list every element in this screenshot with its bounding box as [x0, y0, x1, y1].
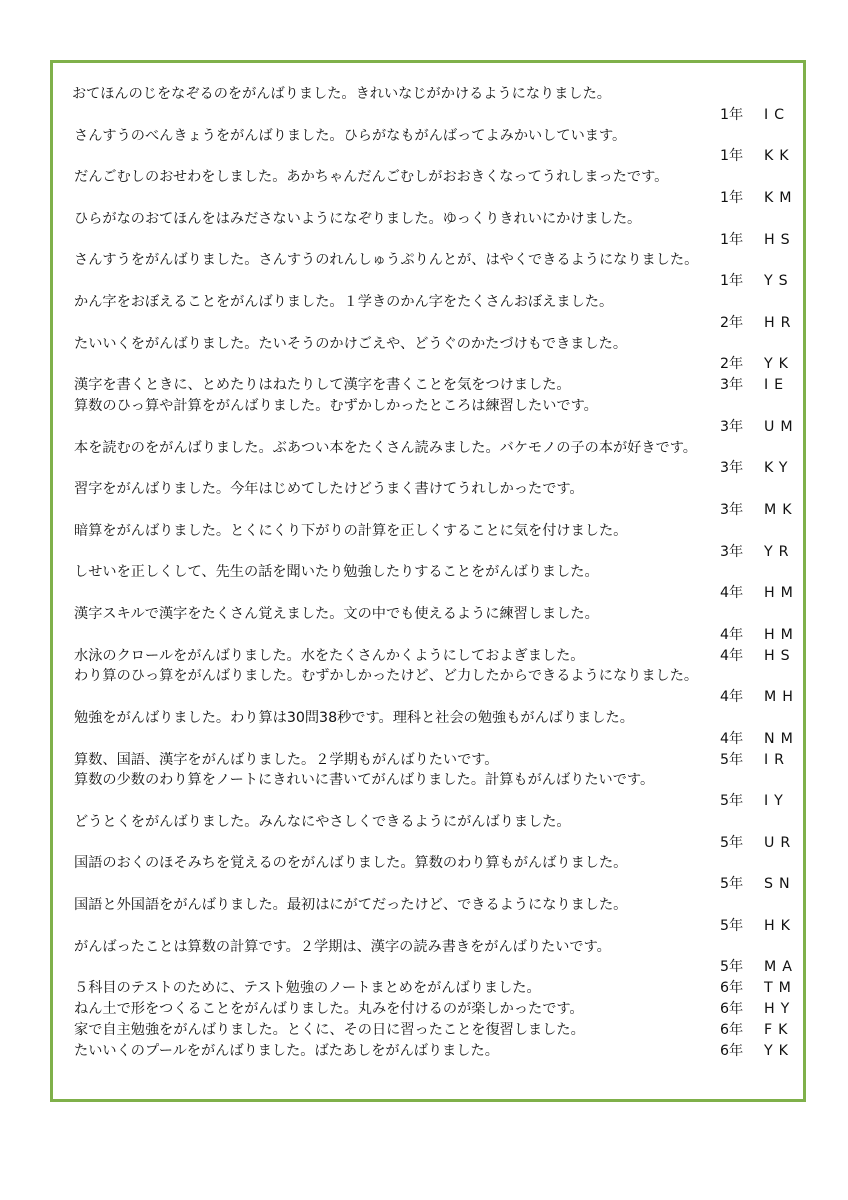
entry-signature-line — [74, 188, 804, 209]
entry-line — [74, 562, 804, 583]
entry-line — [74, 84, 804, 105]
entry-initials: IC — [764, 106, 791, 123]
entry-grade: 5年 — [720, 876, 744, 893]
entry-text: 勉強をがんばりました。わり算は30問38秒です。理科と社会の勉強もがんばりました。 — [74, 709, 634, 726]
entry-initials: KY — [764, 460, 794, 477]
entry-text: 本を読むのをがんばりました。ぶあつい本をたくさん読みました。バケモノの子の本が好きです。 — [74, 439, 697, 456]
entry-grade: 2年 — [720, 356, 744, 373]
entry-text: さんすうのべんきょうをがんばりました。ひらがなもがんばってよみかいしています。 — [74, 127, 627, 144]
entry-signature-line — [74, 583, 804, 604]
entry-signature-line — [74, 417, 804, 438]
entry-grade: 2年 — [720, 314, 744, 331]
entry-text: 国語と外国語をがんばりました。最初はにがてだったけど、できるようになりました。 — [74, 897, 628, 914]
entry-signature-line — [74, 729, 804, 750]
entry-line — [74, 396, 804, 417]
entry-grade: 3年 — [720, 377, 744, 394]
entry-initials: FK — [764, 1021, 794, 1038]
entries-list — [74, 84, 804, 1061]
entry-text: おてほんのじをなぞるのをがんばりました。きれいなじがかけるようになりました。 — [72, 86, 611, 102]
entry-grade: 5年 — [720, 751, 744, 768]
entry-line — [74, 1020, 804, 1041]
entry-initials: YR — [764, 543, 795, 560]
entry-initials: UM — [764, 418, 799, 435]
entry-text: 算数の少数のわり算をノートにきれいに書いてがんばりました。計算もがんばりたいです。 — [74, 772, 655, 789]
entry-text: さんすうをがんばりました。さんすうのれんしゅうぷりんとが、はやくできるようになりました。 — [74, 252, 699, 269]
entry-text: 算数のひっ算や計算をがんばりました。むずかしかったところは練習したいです。 — [74, 397, 598, 414]
entry-line — [74, 937, 804, 958]
entry-initials: YK — [764, 356, 794, 373]
entry-line — [74, 646, 804, 667]
entry-line — [74, 750, 804, 771]
entry-signature-line — [74, 271, 804, 292]
entry-line — [74, 895, 804, 916]
entry-signature-line — [74, 874, 804, 895]
entry-line — [74, 1041, 804, 1062]
entry-text: 習字をがんばりました。今年はじめてしたけどうまく書けてうれしかったです。 — [74, 481, 584, 498]
entry-grade: 5年 — [720, 917, 744, 934]
entry-text: たいいくのプールをがんばりました。ばたあしをがんばりました。 — [74, 1042, 499, 1059]
entry-grade: 6年 — [720, 1042, 744, 1059]
entry-initials: YS — [764, 273, 794, 290]
entry-initials: MH — [764, 689, 799, 706]
entry-text: しせいを正しくして、先生の話を聞いたり勉強したりすることをがんばりました。 — [74, 564, 599, 581]
entry-line — [74, 209, 804, 230]
entry-signature-line — [74, 833, 804, 854]
entry-line — [74, 126, 804, 147]
entry-line — [74, 708, 804, 729]
entry-line — [74, 250, 804, 271]
entry-initials: IR — [764, 751, 791, 768]
entry-signature-line — [74, 687, 804, 708]
entry-initials: HS — [764, 647, 796, 664]
entry-text: 水泳のクロールをがんばりました。水をたくさんかくようにしておよぎました。 — [74, 647, 585, 664]
entry-initials: IY — [764, 793, 789, 810]
entry-text: どうとくをがんばりました。みんなにやさしくできるようにがんばりました。 — [74, 813, 571, 830]
entry-text: 家で自主勉強をがんばりました。とくに、その日に習ったことを復習しました。 — [74, 1021, 585, 1038]
entry-line — [74, 167, 804, 188]
entry-initials: HR — [764, 314, 797, 331]
entry-grade: 1年 — [720, 273, 744, 290]
entry-grade: 4年 — [720, 730, 744, 747]
entry-initials: TM — [764, 980, 797, 997]
entry-text: 算数、国語、漢字をがんばりました。２学期もがんばりたいです。 — [74, 751, 499, 768]
entry-line — [74, 375, 804, 396]
entry-signature-line — [74, 957, 804, 978]
entry-text: だんごむしのおせわをしました。あかちゃんだんごむしがおおきくなってうれしまったです。 — [74, 169, 669, 186]
entry-text: たいいくをがんばりました。たいそうのかけごえや、どうぐのかたづけもできました。 — [74, 335, 628, 352]
entry-grade: 3年 — [720, 543, 744, 560]
entry-grade: 6年 — [720, 980, 744, 997]
entry-grade: 5年 — [720, 959, 744, 976]
entry-text: 暗算をがんばりました。とくにくり下がりの計算を正しくすることに気を付けました。 — [74, 522, 628, 539]
entry-text: 漢字スキルで漢字をたくさん覚えました。文の中でも使えるように練習しました。 — [74, 605, 599, 622]
entry-initials: SN — [764, 876, 796, 893]
entry-grade: 1年 — [720, 106, 744, 123]
entry-text: がんばったことは算数の計算です。２学期は、漢字の読み書きをがんばりたいです。 — [74, 938, 611, 955]
entry-grade: 4年 — [720, 626, 744, 643]
entry-grade: 4年 — [720, 585, 744, 602]
entry-initials: YK — [764, 1042, 794, 1059]
entry-initials: HY — [764, 1001, 796, 1018]
entry-signature-line — [74, 500, 804, 521]
entry-grade: 6年 — [720, 1001, 744, 1018]
entry-initials: NM — [764, 730, 799, 747]
entry-signature-line — [74, 146, 804, 167]
entry-text: 国語のおくのほそみちを覚えるのをがんばりました。算数のわり算もがんばりました。 — [74, 855, 628, 872]
entry-line — [74, 604, 804, 625]
entry-signature-line — [74, 542, 804, 563]
entry-grade: 3年 — [720, 418, 744, 435]
entry-text: ５科目のテストのために、テスト勉強のノートまとめをがんばりました。 — [74, 980, 541, 997]
entry-initials: MA — [764, 959, 798, 976]
entry-initials: HK — [764, 917, 796, 934]
entry-text: ねん土で形をつくることをがんばりました。丸みを付けるのが楽しかったです。 — [74, 1001, 584, 1018]
entry-line — [74, 978, 804, 999]
entry-line — [74, 521, 804, 542]
entry-line — [74, 479, 804, 500]
entry-grade: 5年 — [720, 834, 744, 851]
entry-grade: 4年 — [720, 647, 744, 664]
entry-initials: HM — [764, 585, 799, 602]
entry-signature-line — [74, 625, 804, 646]
entry-line — [74, 438, 804, 459]
entry-line — [74, 292, 804, 313]
entry-line — [74, 770, 804, 791]
entry-signature-line — [74, 105, 804, 126]
entry-signature-line — [74, 791, 804, 812]
entry-text: 漢字を書くときに、とめたりはねたりして漢字を書くことを気をつけました。 — [74, 377, 571, 394]
entry-line — [74, 334, 804, 355]
entry-line — [74, 812, 804, 833]
entry-grade: 4年 — [720, 689, 744, 706]
entry-signature-line — [74, 458, 804, 479]
entry-signature-line — [74, 230, 804, 251]
entry-grade: 5年 — [720, 793, 744, 810]
entry-signature-line — [74, 313, 804, 334]
entry-initials: UR — [764, 834, 797, 851]
entry-initials: KK — [764, 148, 795, 165]
entry-line — [74, 853, 804, 874]
entry-initials: KM — [764, 189, 798, 206]
entry-initials: HM — [764, 626, 799, 643]
entry-signature-line — [74, 916, 804, 937]
entry-initials: MK — [764, 501, 798, 518]
entry-text: ひらがなのおてほんをはみださないようになぞりました。ゆっくりきれいにかけました。 — [74, 210, 642, 227]
entry-text: かん字をおぼえることをがんばりました。１学きのかん字をたくさんおぼえました。 — [74, 293, 614, 310]
entry-grade: 1年 — [720, 231, 744, 248]
entry-line — [74, 999, 804, 1020]
entry-grade: 6年 — [720, 1021, 744, 1038]
entry-text: わり算のひっ算をがんばりました。むずかしかったけど、ど力したからできるようになりました。 — [74, 668, 699, 685]
entry-line — [74, 666, 804, 687]
entry-initials: IE — [764, 377, 790, 394]
entry-grade: 1年 — [720, 189, 744, 206]
entry-grade: 1年 — [720, 148, 744, 165]
entry-grade: 3年 — [720, 501, 744, 518]
entry-grade: 3年 — [720, 460, 744, 477]
entry-initials: HS — [764, 231, 796, 248]
entry-signature-line — [74, 354, 804, 375]
